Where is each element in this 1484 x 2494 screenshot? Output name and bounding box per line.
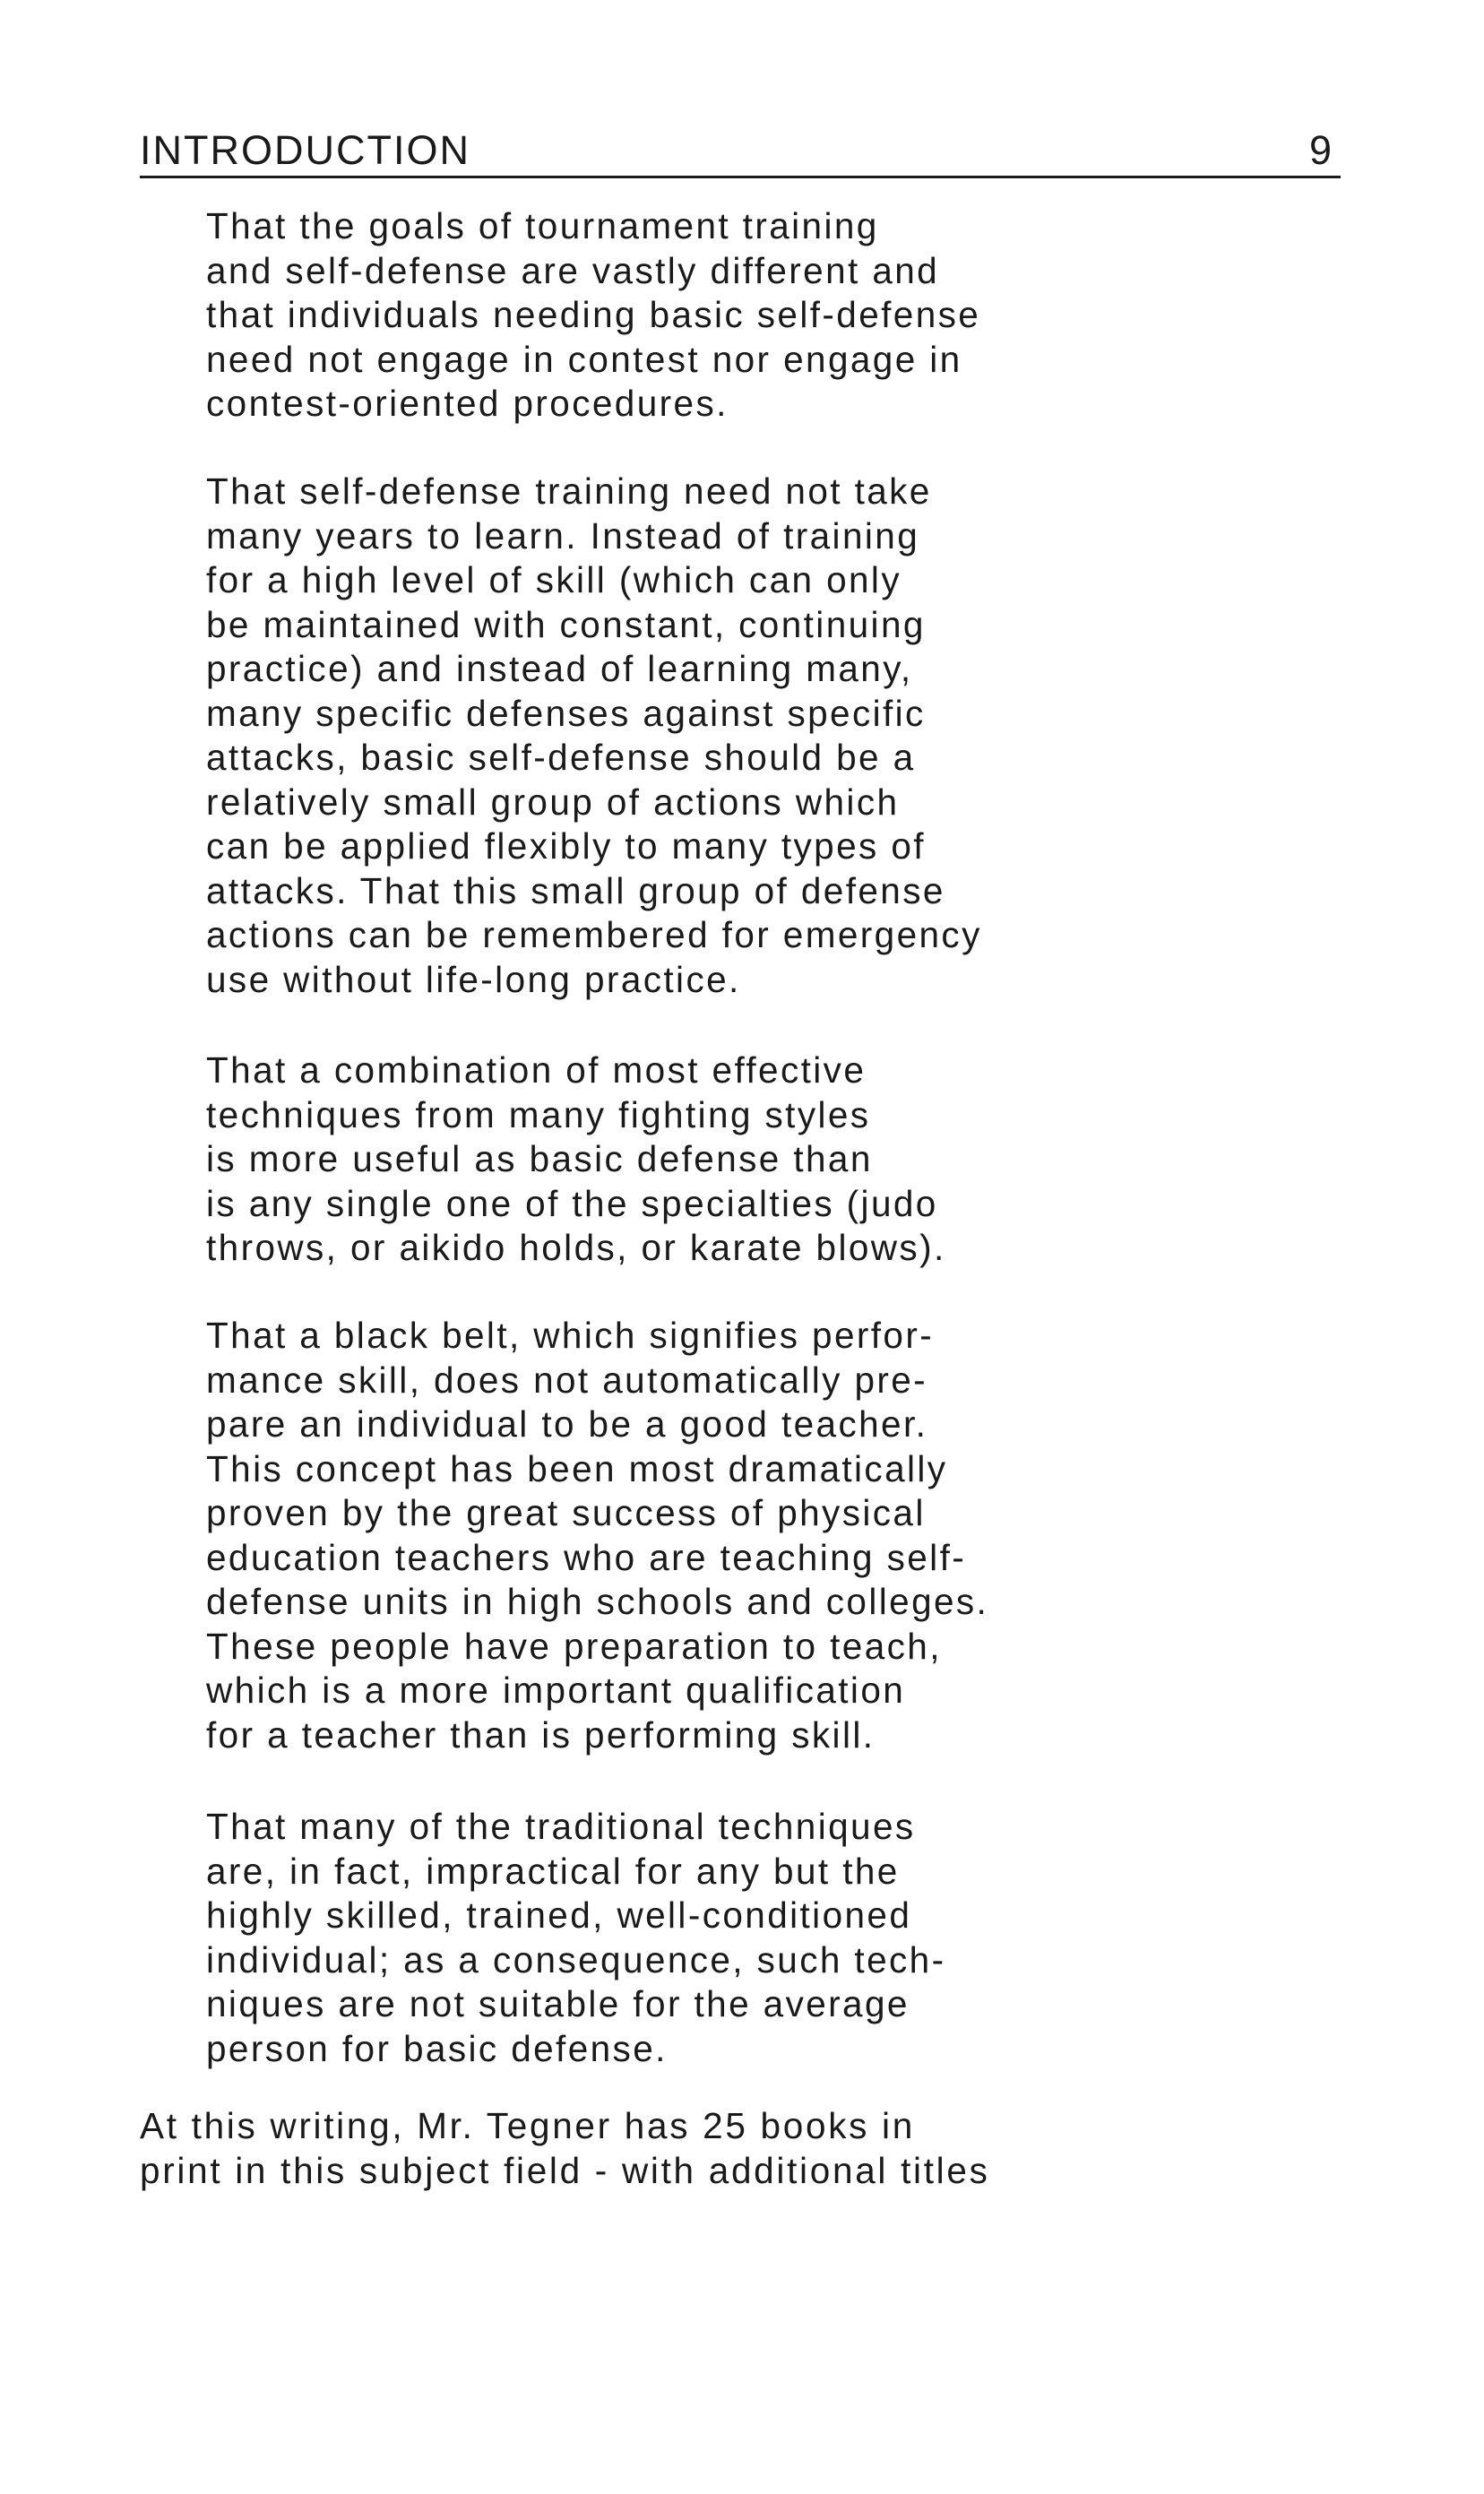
text-line: niques are not suitable for the average bbox=[206, 1983, 910, 2024]
text-line: That a combination of most effective bbox=[206, 1049, 867, 1091]
running-head bbox=[140, 124, 1341, 177]
text-line: highly skilled, trained, well-conditioned bbox=[206, 1894, 912, 1936]
text-line: That a black belt, which signifies perfor- bbox=[206, 1315, 935, 1356]
text-line: for a teacher than is performing skill. bbox=[206, 1713, 876, 1756]
text-line: many years to learn. Instead of training bbox=[206, 514, 920, 557]
text-line: many specific defenses against specific bbox=[206, 692, 926, 734]
text-line: print in this subject field - with additional titles bbox=[140, 2149, 990, 2191]
text-line: individual; as a consequence, such tech- bbox=[206, 1938, 946, 1981]
paragraph-closing bbox=[140, 2104, 1341, 2193]
text-line: contest-oriented procedures. bbox=[206, 383, 729, 424]
text-line: practice) and instead of learning many, bbox=[206, 648, 913, 689]
text-line: relatively small group of actions which bbox=[206, 781, 900, 823]
text-line: throws, or aikido holds, or karate blows). bbox=[206, 1227, 946, 1268]
text-line: use without life-long practice. bbox=[206, 958, 741, 1000]
paragraph-combination-techniques bbox=[206, 1049, 1407, 1271]
text-line: for a high level of skill (which can only bbox=[206, 559, 902, 600]
text-line: person for basic defense. bbox=[206, 2027, 668, 2069]
header-rule bbox=[140, 176, 1341, 178]
paragraph-tournament-goals bbox=[206, 204, 1407, 427]
text-line: defense units in high schools and colleges. bbox=[206, 1581, 989, 1622]
page-number: 9 bbox=[1308, 127, 1332, 173]
text-line: which is a more important qualification bbox=[206, 1670, 906, 1711]
text-line: be maintained with constant, continuing bbox=[206, 603, 926, 645]
text-line: pare an individual to be a good teacher. bbox=[206, 1403, 928, 1445]
text-line: attacks. That this small group of defense bbox=[206, 869, 945, 911]
text-line: That the goals of tournament training bbox=[206, 205, 879, 246]
text-line: That many of the traditional techniques bbox=[206, 1806, 916, 1847]
text-line: At this writing, Mr. Tegner has 25 books in bbox=[140, 2105, 915, 2146]
text-line: is any single one of the specialties (judo bbox=[206, 1182, 938, 1224]
text-line: This concept has been most dramatically bbox=[206, 1447, 948, 1489]
text-line: education teachers who are teaching self- bbox=[206, 1536, 967, 1578]
text-line: can be applied flexibly to many types of bbox=[206, 825, 926, 867]
paragraph-training-duration bbox=[206, 470, 1407, 1002]
text-line: that individuals needing basic self-defense bbox=[206, 294, 981, 335]
text-line: mance skill, does not automatically pre- bbox=[206, 1359, 928, 1401]
text-line: attacks, basic self-defense should be a bbox=[206, 737, 916, 778]
text-line: proven by the great success of physical bbox=[206, 1492, 926, 1533]
text-line: and self-defense are vastly different and bbox=[206, 249, 940, 291]
text-line: techniques from many fighting styles bbox=[206, 1093, 871, 1135]
paragraph-black-belt bbox=[206, 1314, 1407, 1757]
text-line: is more useful as basic defense than bbox=[206, 1138, 873, 1179]
paragraph-traditional-techniques bbox=[206, 1805, 1407, 2071]
text-line: are, in fact, impractical for any but the bbox=[206, 1850, 900, 1892]
text-line: actions can be remembered for emergency bbox=[206, 914, 982, 955]
text-line: That self-defense training need not take bbox=[206, 470, 932, 512]
chapter-title: INTRODUCTION bbox=[140, 127, 470, 173]
text-line: These people have preparation to teach, bbox=[206, 1625, 942, 1667]
text-line: need not engage in contest nor engage in bbox=[206, 338, 962, 380]
